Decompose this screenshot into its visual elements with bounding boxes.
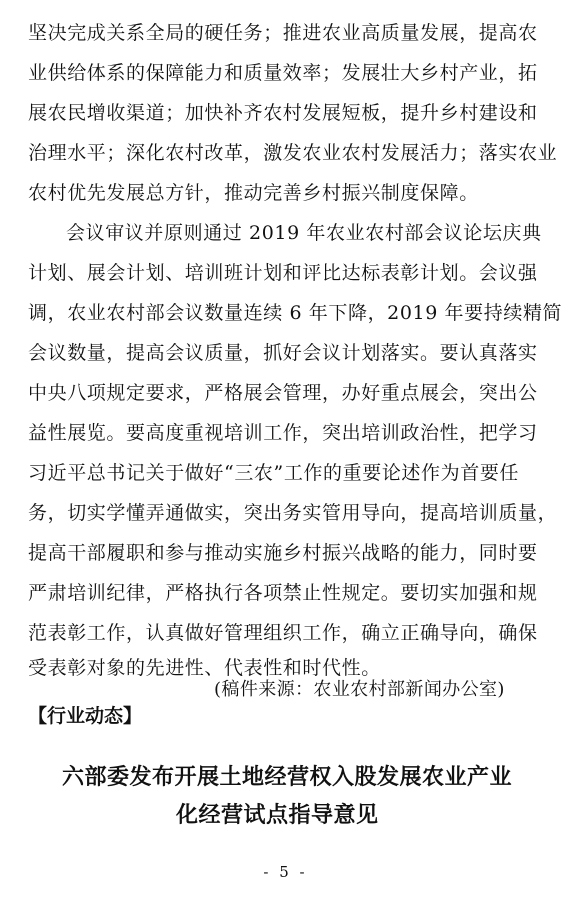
article-title-line: 化经营试点指导意见 — [176, 803, 379, 828]
paragraph-line: 调，农业农村部会议数量连续 6 年下降，2019 年要持续精简 — [28, 302, 563, 324]
paragraph-line: 益性展览。要高度重视培训工作，突出培训政治性，把学习 — [28, 422, 538, 444]
paragraph-line: 中央八项规定要求，严格展会管理，办好重点展会，突出公 — [28, 382, 538, 404]
paragraph-line: 农村优先发展总方针，推动完善乡村振兴制度保障。 — [28, 182, 479, 204]
paragraph-line: 业供给体系的保障能力和质量效率；发展壮大乡村产业，拓 — [28, 62, 538, 84]
page-number: - 5 - — [263, 863, 308, 881]
paragraph-line: 务，切实学懂弄通做实，突出务实管用导向，提高培训质量， — [28, 502, 558, 524]
paragraph-line: 会议数量，提高会议质量，抓好会议计划落实。要认真落实 — [28, 342, 538, 364]
source-note: (稿件来源：农业农村部新闻办公室) — [214, 679, 505, 700]
paragraph-line: 坚决完成关系全局的硬任务；推进农业高质量发展，提高农 — [28, 22, 538, 44]
paragraph-line: 治理水平；深化农村改革，激发农业农村发展活力；落实农业 — [28, 142, 558, 164]
paragraph-line: 严肃培训纪律，严格执行各项禁止性规定。要切实加强和规 — [28, 582, 538, 604]
paragraph-line: 展农民增收渠道；加快补齐农村发展短板，提升乡村建设和 — [28, 102, 538, 124]
paragraph-line: 受表彰对象的先进性、代表性和时代性。 — [28, 657, 381, 679]
paragraph-line: 范表彰工作，认真做好管理组织工作，确立正确导向，确保 — [28, 622, 538, 644]
article-title-line: 六部委发布开展土地经营权入股发展农业产业 — [62, 765, 513, 790]
section-tag: 【行业动态】 — [28, 705, 143, 727]
paragraph-line: 计划、展会计划、培训班计划和评比达标表彰计划。会议强 — [28, 262, 538, 284]
paragraph-line: 提高干部履职和参与推动实施乡村振兴战略的能力，同时要 — [28, 542, 538, 564]
paragraph-line: 习近平总书记关于做好“三农”工作的重要论述作为首要任 — [28, 462, 520, 484]
paragraph-line: 会议审议并原则通过 2019 年农业农村部会议论坛庆典 — [66, 222, 542, 244]
